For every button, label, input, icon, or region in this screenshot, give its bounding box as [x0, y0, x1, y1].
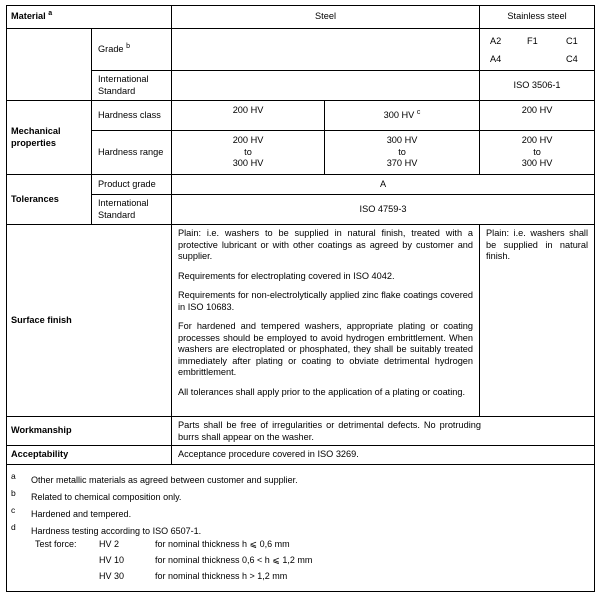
hardness-class-stainless: 200 HV	[480, 101, 595, 131]
hardness-range-steel-2	[325, 131, 480, 175]
product-grade-row	[7, 175, 595, 195]
grade-row	[7, 29, 595, 71]
surface-finish-row	[7, 225, 595, 417]
test-force-label: Test force:	[35, 539, 77, 549]
acceptability-row	[7, 446, 595, 465]
product-grade-value: A	[172, 175, 595, 195]
hardness-range-steel-1	[172, 131, 325, 175]
range-to: to	[398, 146, 406, 157]
spec-table	[6, 5, 595, 592]
acceptability-text: Acceptance procedure covered in ISO 3269.	[172, 446, 595, 465]
grade-label: Grade	[98, 43, 124, 54]
grade-c4: C4	[566, 53, 578, 64]
range-from: 200 HV	[232, 135, 264, 146]
surface-paragraph: Plain: i.e. washers to be supplied in natural finish, treated with a protective lubricant or with other coatings as agreed by customer and supplier.	[178, 228, 474, 261]
footnote-mark: d	[11, 522, 16, 532]
hardness-class-label: Hardness class	[92, 101, 172, 131]
steel-header: Steel	[172, 6, 480, 29]
test-force-row	[7, 571, 594, 587]
material-label: Material	[11, 11, 46, 21]
surface-finish-steel	[172, 225, 480, 417]
grade-a4: A4	[490, 53, 502, 64]
grade-f1: F1	[527, 35, 538, 46]
surface-paragraph: For hardened and tempered washers, appropriate plating or coating processes should be employed to avoid hydrogen embrittlement. When washers are electroplated or phosphated, they shall be suitably treated immediately after plating or coating to obviate detrimental hydrogen embrittlement.	[178, 321, 474, 377]
workmanship-row	[7, 417, 595, 446]
test-force-hv: HV 30	[99, 571, 125, 581]
footnote-text: Related to chemical composition only.	[31, 492, 182, 502]
footnote-text: Hardened and tempered.	[31, 509, 132, 519]
hardness-range-stainless	[480, 131, 595, 175]
surface-paragraph: Requirements for non-electrolytically applied zinc flake coatings covered in ISO 10683.	[178, 290, 474, 312]
stainless-grade-cell	[480, 29, 595, 71]
footnote-mark: a	[11, 471, 16, 481]
tolerance-standard-label: International Standard	[92, 195, 172, 225]
test-force-text: for nominal thickness h ⩽ 0,6 mm	[155, 539, 290, 549]
intl-standard-row	[7, 71, 595, 101]
tolerance-standard-row	[7, 195, 595, 225]
surface-paragraph: Plain: i.e. washers shall be supplied in natural finish.	[486, 228, 589, 261]
footnote-text: Other metallic materials as agreed between customer and supplier.	[31, 475, 298, 485]
mechanical-label: Mechanical properties	[7, 101, 92, 175]
grade-cell	[92, 29, 172, 71]
test-force-hv: HV 10	[99, 555, 125, 565]
footnote	[7, 522, 594, 539]
hardness-range-label: Hardness range	[98, 146, 164, 157]
grade-c1: C1	[566, 35, 578, 46]
surface-paragraph: All tolerances shall apply prior to the application of a plating or coating.	[178, 386, 466, 397]
range-to: to	[244, 146, 252, 157]
hardness-range-row	[7, 131, 595, 175]
test-force-row	[7, 539, 594, 555]
range-upper: 370 HV	[386, 158, 418, 169]
hardness-class-value: 300 HV	[383, 109, 415, 120]
test-force-text: for nominal thickness h > 1,2 mm	[155, 571, 288, 581]
range-from: 300 HV	[386, 135, 418, 146]
surface-finish-stainless	[480, 225, 595, 417]
tolerances-label: Tolerances	[7, 175, 92, 225]
acceptability-label: Acceptability	[7, 446, 172, 465]
material-spacer	[7, 29, 92, 101]
workmanship-text: Parts shall be free of irregularities or detrimental defects. No protruding burrs shall appear on the washer.	[172, 417, 595, 446]
tolerance-standard-value: ISO 4759-3	[172, 195, 595, 225]
steel-intl-empty	[172, 71, 480, 101]
surface-paragraph: Requirements for electroplating covered in ISO 4042.	[178, 270, 395, 281]
hardness-class-row	[7, 101, 595, 131]
grade-a2: A2	[490, 35, 502, 46]
hardness-range-cell	[92, 131, 172, 175]
footnote	[7, 488, 594, 505]
header-row	[7, 6, 595, 29]
range-upper: 300 HV	[521, 158, 553, 169]
footnote-mark: c	[11, 505, 16, 515]
footnote-text: Hardness testing according to ISO 6507-1.	[31, 526, 202, 536]
range-to: to	[533, 146, 541, 157]
workmanship-label: Workmanship	[7, 417, 172, 446]
surface-finish-label: Surface finish	[7, 225, 172, 417]
footnotes-row	[7, 465, 595, 592]
hardness-class-steel-1: 200 HV	[172, 101, 325, 131]
footnotes	[7, 465, 595, 592]
test-force-row	[7, 555, 594, 571]
material-sup: a	[48, 9, 53, 17]
test-force-text: for nominal thickness 0,6 < h ⩽ 1,2 mm	[155, 555, 313, 565]
stainless-header: Stainless steel	[480, 6, 595, 29]
range-from: 200 HV	[521, 135, 553, 146]
stainless-intl-standard: ISO 3506-1	[480, 71, 595, 101]
grade-sup: b	[126, 42, 131, 50]
range-upper: 300 HV	[232, 158, 264, 169]
steel-grade-empty	[172, 29, 480, 71]
footnote	[7, 471, 594, 488]
hardness-class-steel-2	[325, 101, 480, 131]
material-header	[7, 6, 172, 29]
intl-standard-label: International Standard	[92, 71, 172, 101]
product-grade-label: Product grade	[92, 175, 172, 195]
hardness-class-sup: c	[416, 108, 421, 116]
test-force-hv: HV 2	[99, 539, 120, 549]
footnote	[7, 505, 594, 522]
footnote-mark: b	[11, 488, 16, 498]
